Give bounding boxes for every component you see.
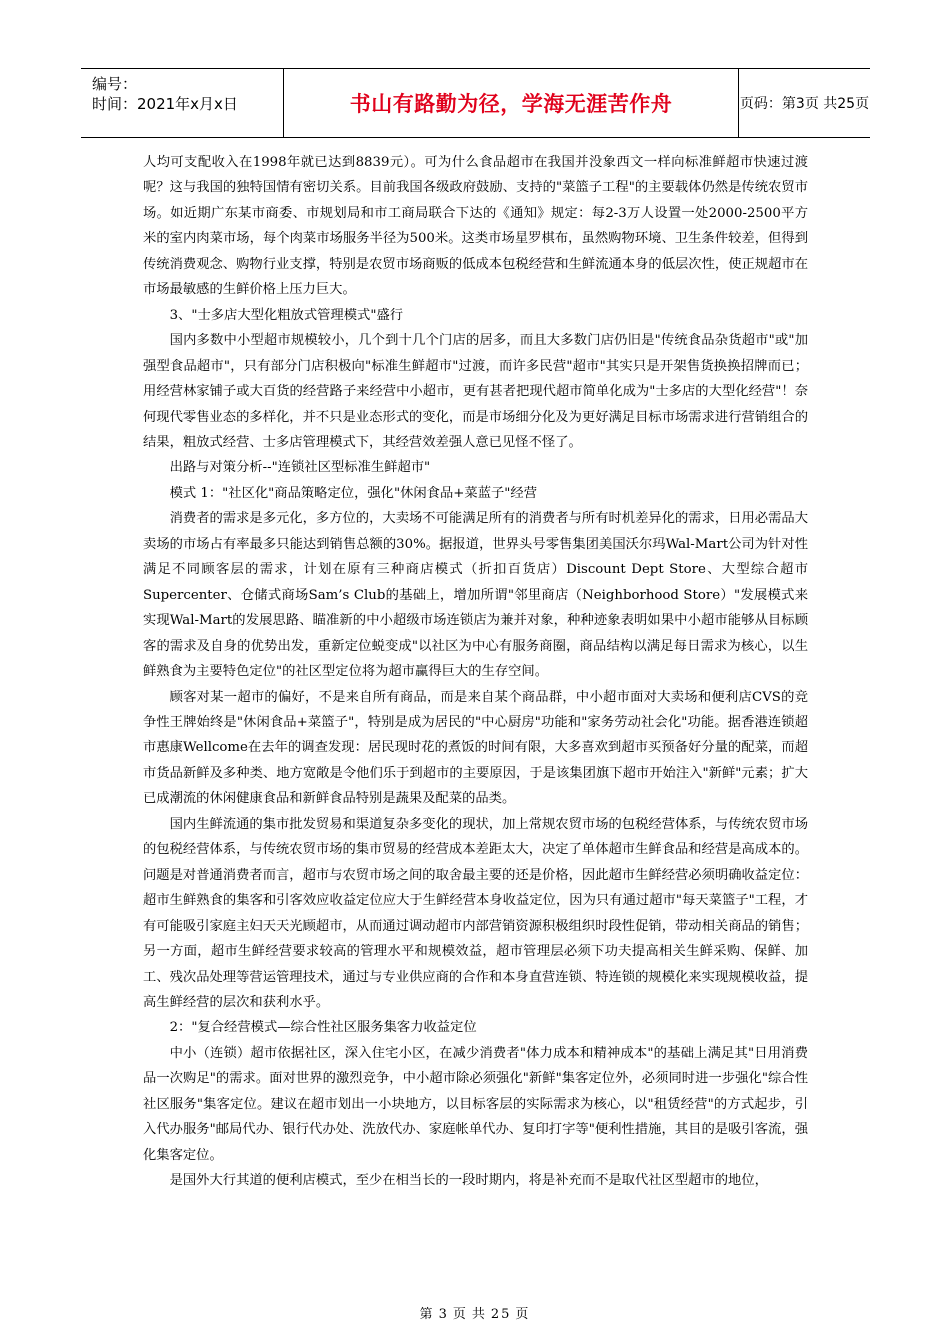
paragraph: 中小（连锁）超市依据社区，深入住宅小区，在减少消费者"体力成本和精神成本"的基础上满足其"日用消费品一次购足"的需求。面对世界的激烈竞争，中小超市除必须强化"新鲜"集客定位外，必须同时进一步强化"综合性社区服务"集客定位。建议在超市划出一小块地方，以目标客层的实际需求为核心，以"租赁经营"的方式起步，引入代办服务"邮局代办、银行代办处、洗放代办、家庭帐单代办、复印打字等"便利性措施，其目的是吸引客流，强化集客定位。 <box>143 1045 808 1163</box>
header-motto: 书山有路勤为径，学海无涯苦作舟 <box>349 92 673 116</box>
paragraph: 国内生鲜流通的集市批发贸易和渠道复杂多变化的现状，加上常规农贸市场的包税经营体系，与传统农贸市场的包税经营体系，与传统农贸市场的集市贸易的经营成本差距太大，决定了单体超市生鲜食品和经营是高成本的。问题是对普通消费者而言，超市与农贸市场之间的取舍最主要的还是价格，因此超市生鲜经营必须明确收益定位：超市生鲜熟食的集客和引客效应收益定位应大于生鲜经营本身收益定位，因为只有通过超市"每天菜篮子"工程，才有可能吸引家庭主妇天天光顾超市，从而通过调动超市内部营销资源积极组织时段性促销，带动相关商品的销售；另一方面，超市生鲜经营要求较高的管理水平和规模效益，超市管理层必须下功夫提高相关生鲜采购、保鲜、加工、残次品处理等营运管理技术，通过与专业供应商的合作和本身直营连锁、特连锁的规模化来实现规模收益，提高生鲜经营的层次和获利水乎。 <box>143 816 808 1010</box>
paragraph: 人均可支配收入在1998年就已达到8839元）。可为什么食品超市在我国并没象西文一样向标准鲜超市快速过渡呢？这与我国的独特国情有密切关系。目前我国各级政府鼓励、支持的"菜篮子工程"的主要载体仍然是传统农贸市场。如近期广东某市商委、市规划局和市工商局联合下达的《通知》规定：每2-3万人设置一处2000-2500平方米的室内肉菜市场，每个肉菜市场服务半径为500米。这类市场星罗棋布，虽然购物环境、卫生条件较差，但得到传统消费观念、购物行业支撑，特别是农贸市场商贩的低成本包税经营和生鲜流通本身的低层次性，使正规超市在市场最敏感的生鲜价格上压力巨大。 <box>143 155 808 298</box>
footer-word: 页 <box>452 1307 468 1322</box>
doc-date-label: 时间：2021年x月x日 <box>92 95 238 113</box>
footer-word: 共 <box>471 1307 487 1322</box>
footer-page-number: 3 <box>438 1307 449 1322</box>
header-page-info: 页码：第3页 共25页 <box>739 96 870 112</box>
section-heading: 3、"士多店大型化粗放式管理模式"盛行 <box>169 307 404 323</box>
page-header <box>81 68 870 138</box>
header-meta <box>81 69 283 137</box>
paragraph: 消费者的需求是多元化，多方位的，大卖场不可能满足所有的消费者与所有时机差异化的需求，日用必需品大卖场的市场占有率最多只能达到销售总额的30%。据报道，世界头号零售集团美国沃尔玛Wal-Mart公司为针对性满足不同顾客层的需求，计划在原有三种商店模式（折扣百货店）Discount Dept Store、大型综合超市Supercenter、仓储式商场Sam’s Club的基础上，增加所谓"邻里商店（Neighborhood Store）"发展模式来实现Wal-Mart的发展思路、瞄准新的中小超级市场连锁店为兼并对象，种种迹象表明如果中小超市能够从目标顾客的需求及自身的优势出发，重新定位蜕变成"以社区为中心有服务商圈，商品结构以满足每日需求为核心，以生鲜熟食为主要特色定位"的社区型定位将为超市赢得巨大的生存空间。 <box>143 511 808 680</box>
section-heading: 出路与对策分析--"连锁社区型标准生鲜超市" <box>169 460 431 476</box>
paragraph: 顾客对某一超市的偏好，不是来自所有商品，而是来自某个商品群，中小超市面对大卖场和便利店CVS的竞争性王牌始终是"休闲食品+菜篮子"，特别是成为居民的"中心厨房"功能和"家务劳动社会化"功能。据香港连锁超市惠康Wellcome在去年的调查发现：居民现时花的煮饭的时间有限，大多喜欢到超市买预备好分量的配菜，而超市货品新鲜及多种类、地方宽敞是令他们乐于到超市的主要原因，于是该集团旗下超市开始注入"新鲜"元素；扩大已成潮流的休闲健康食品和新鲜食品特别是蔬果及配菜的品类。 <box>143 689 808 807</box>
page-footer <box>0 1303 950 1322</box>
footer-prefix: 第 <box>419 1307 435 1322</box>
footer-total-pages: 25 <box>490 1307 512 1322</box>
doc-number-label: 编号： <box>92 75 138 93</box>
paragraph: 是国外大行其道的便利店模式，至少在相当长的一段时期内，将是补充而不是取代社区型超市的地位， <box>169 1173 768 1189</box>
document-body <box>143 150 808 1194</box>
section-heading: 2："复合经营模式—综合性社区服务集客力收益定位 <box>169 1020 477 1036</box>
paragraph: 国内多数中小型超市规模较小，几个到十几个门店的居多，而且大多数门店仍旧是"传统食品杂货超市"或"加强型食品超市"，只有部分门店积极向"标准生鲜超市"过渡，而许多民营"超市"其实只是开架售货换换招牌而已；用经营林家铺子或大百货的经营路子来经营中小超市，更有甚者把现代超市简单化成为"士多店的大型化经营"！奈何现代零售业态的多样化，并不只是业态形式的变化，而是市场细分化及为更好满足目标市场需求进行营销组合的结果，粗放式经营、士多店管理模式下，其经营效差强人意已见怪不怪了。 <box>143 333 808 450</box>
section-heading: 模式 1："社区化"商品策略定位，强化"休闲食品+菜蓝子"经营 <box>169 485 538 501</box>
footer-suffix: 页 <box>515 1307 531 1322</box>
